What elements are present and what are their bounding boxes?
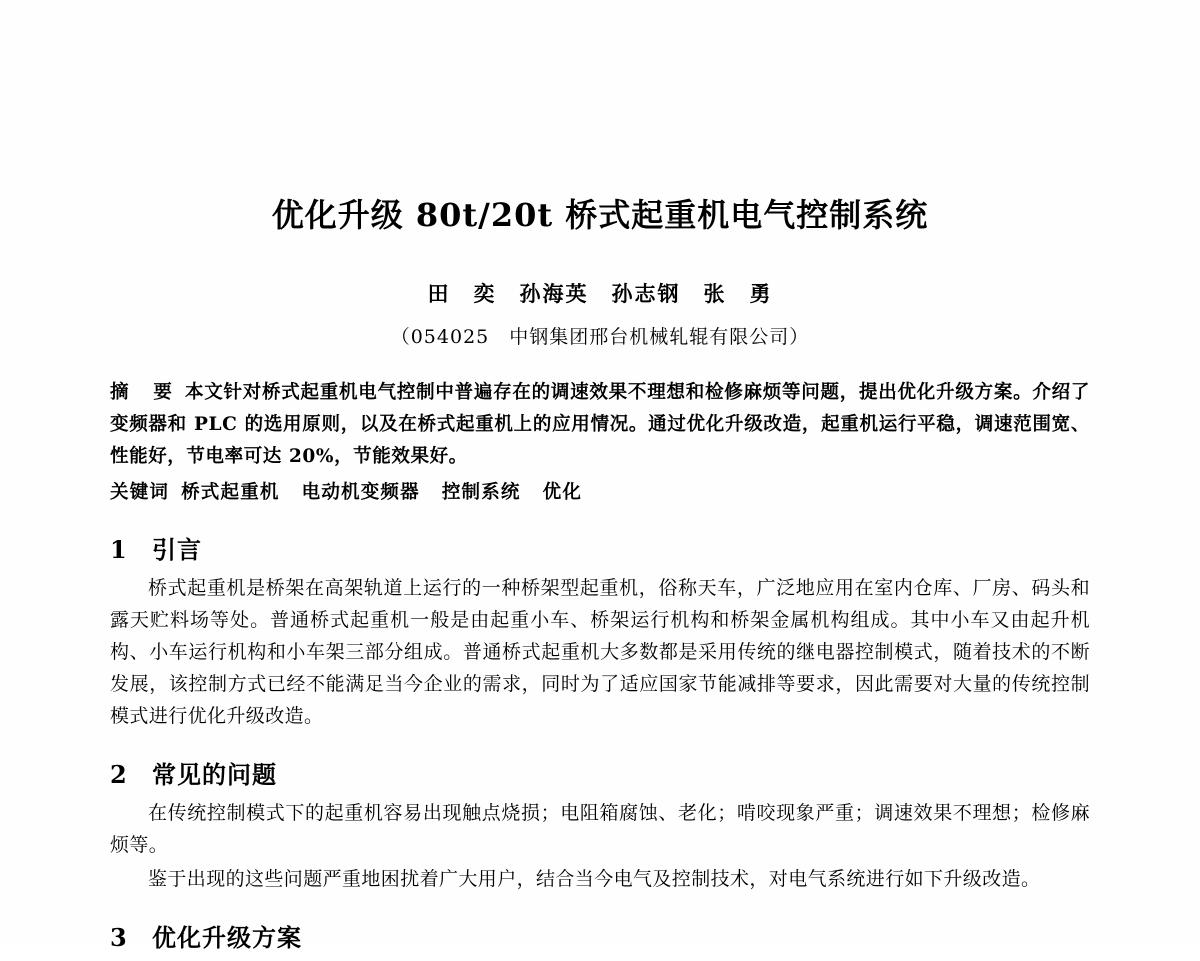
- section-title: 常见的问题: [152, 759, 277, 789]
- keywords-line: [110, 477, 1090, 508]
- section-title: 优化升级方案: [152, 922, 302, 952]
- section-title: 引言: [152, 535, 202, 565]
- abstract-label: 摘 要: [110, 382, 175, 404]
- paragraph: 桥式起重机是桥架在高架轨道上运行的一种桥架型起重机，俗称天车，广泛地应用在室内仓库、厂房、码头和露天贮料场等处。普通桥式起重机一般是由起重小车、桥架运行机构和桥架金属机构组成。其中小车又由起升机构、小车运行机构和小车架三部分组成。普通桥式起重机大多数都是采用传统的继电器控制模式，随着技术的不断发展，该控制方式已经不能满足当今企业的需求，同时为了适应国家节能减排等要求，因此需要对大量的传统控制模式进行优化升级改造。: [110, 577, 1090, 727]
- affiliation: （054025 中钢集团邢台机械轧辊有限公司）: [390, 326, 810, 349]
- section-number: 1: [110, 535, 128, 565]
- keywords-label: 关键词: [110, 481, 170, 503]
- paragraph: 在传统控制模式下的起重机容易出现触点烧损；电阻箱腐蚀、老化；啃咬现象严重；调速效果不理想；检修麻烦等。: [110, 801, 1090, 856]
- abstract-text: 本文针对桥式起重机电气控制中普遍存在的调速效果不理想和检修麻烦等问题，提出优化升级方案。介绍了变频器和 PLC 的选用原则，以及在桥式起重机上的应用情况。通过优化升级改造，起重机运行平稳，调速范围宽、性能好，节电率可达 20%，节能效果好。: [110, 382, 1090, 468]
- keyword-item: 控制系统: [441, 481, 521, 503]
- keyword-item: 优化: [542, 481, 583, 503]
- keyword-item: 电动机变频器: [301, 481, 420, 503]
- paragraph: 鉴于出现的这些问题严重地困扰着广大用户，结合当今电气及控制技术，对电气系统进行如下升级改造。: [148, 867, 1041, 890]
- section-heading-2: [110, 755, 1090, 790]
- author-list: 田 奕 孙海英 孙志钢 张 勇: [427, 281, 773, 307]
- page-content: [110, 0, 1090, 961]
- section-number: 2: [110, 759, 128, 789]
- keyword-item: 桥式起重机: [181, 481, 280, 503]
- section-heading-3: [110, 918, 1090, 953]
- section-heading-1: [110, 530, 1090, 565]
- abstract: [110, 377, 1090, 472]
- section-number: 3: [110, 922, 128, 952]
- page-title: 优化升级 80t/20t 桥式起重机电气控制系统: [271, 196, 929, 234]
